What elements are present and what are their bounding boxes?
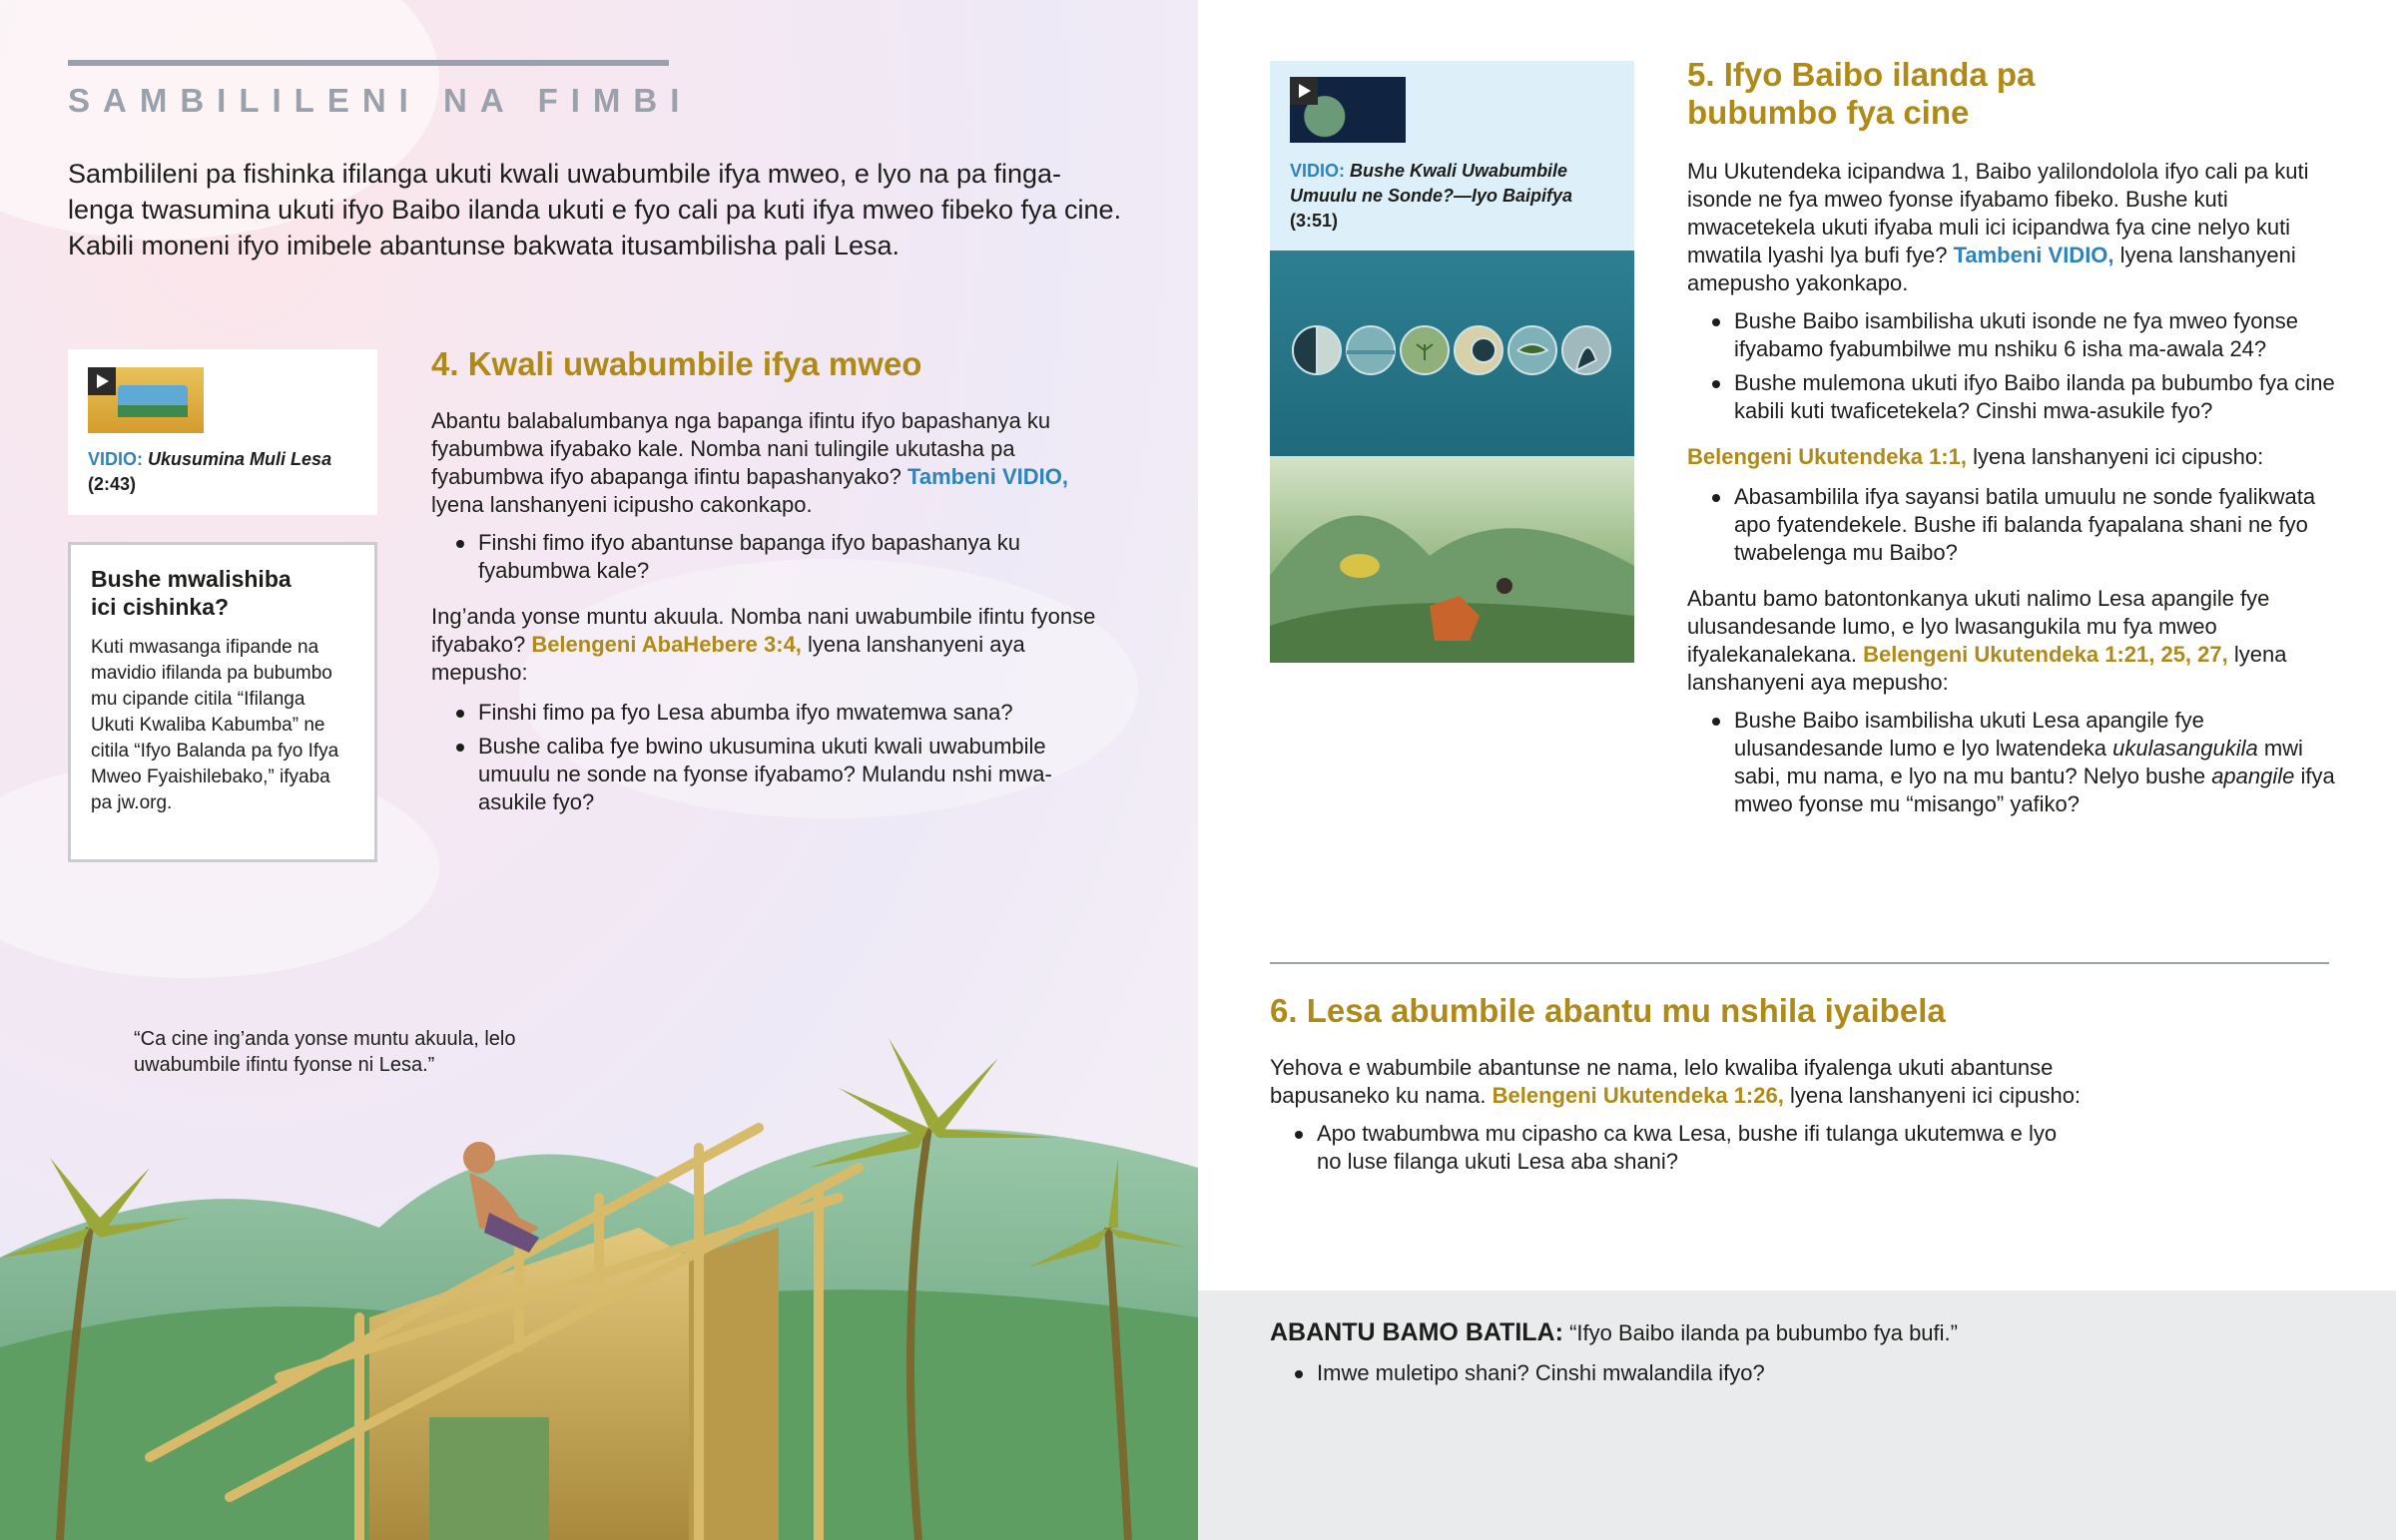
watch-video-link[interactable]: Tambeni VIDIO, — [1953, 243, 2114, 267]
objection-label: ABANTU BAMO BATILA: — [1270, 1318, 1563, 1346]
para-text: Abantu balabalumbanya nga bapanga ifintu ifyo bapashanya ku fyabumbwa ifyabako kale. Nomba nani tulingile ukutasha pa fyabumbwa ifyo abapanga ifintu bapashanyako? — [431, 408, 1051, 489]
section-6-heading: 6. Lesa abumbile abantu mu nshila iyaibela — [1270, 992, 1946, 1029]
creation-days-icons — [1270, 251, 1634, 456]
scripture-reading — [1687, 443, 2346, 471]
question-list — [1270, 1120, 2069, 1176]
kicker-rule — [68, 60, 669, 66]
para-text: lyena lanshanyeni ici cipusho: — [1789, 1083, 2082, 1108]
question-item — [1687, 707, 2346, 818]
question-item: Finshi fimo ifyo abantunse bapanga ifyo bapashanya ku fyabumbwa kale? — [431, 529, 1110, 585]
question-text: ifya mweo fyonse mu “misango” yafiko? — [1734, 764, 2335, 816]
video-caption — [1290, 159, 1609, 234]
scripture-link[interactable]: Belengeni Ukutendeka 1:21, 25, 27, — [1863, 642, 2228, 667]
landscape-art — [1270, 456, 1634, 663]
question-list — [431, 529, 1110, 585]
scripture-link[interactable]: Belengeni Ukutendeka 1:1, — [1687, 444, 1967, 469]
right-page — [1198, 0, 2396, 1540]
fact-box-text: Kuti mwasanga ifipande na mavidio ifilanda pa bubumbo mu cipande citila “Ifilanga Ukuti Kwaliba Kabumba” ne citila “Ifyo Balanda pa fyo Ifya Mweo Fyaishilebako,” ifyaba pa jw.org. — [91, 637, 339, 813]
para-text: Ing’anda yonse muntu akuula. Nomba nani uwabumbile ifintu fyonse ifyabako? — [431, 604, 1096, 657]
play-icon[interactable] — [1290, 77, 1318, 105]
question-list — [1270, 1359, 2268, 1387]
section-5-body — [1687, 158, 2346, 824]
question-emphasis: apangile — [2211, 764, 2295, 788]
section-4-heading: 4. Kwali uwabumbile ifya mweo — [431, 345, 922, 382]
man-building-bamboo-house-illustration — [0, 898, 1198, 1540]
para-text: lyena lanshanyeni ici cipusho: — [1973, 444, 2264, 469]
video-title[interactable]: Bushe Kwali Uwabumbile Umuulu ne Sonde?—Iyo Baipifya — [1290, 161, 1573, 206]
question-list — [1687, 307, 2346, 425]
fact-box — [68, 542, 377, 862]
question-text: Bushe Baibo isambilisha ukuti Lesa apangile fye ulusandesande lumo e lyo lwatendeka — [1734, 708, 2204, 761]
fox-landscape-illustration — [1270, 456, 1634, 663]
video-thumbnail[interactable] — [88, 367, 204, 433]
fact-box-title: Bushe mwalishiba ici cishinka? — [91, 566, 292, 620]
section-4-para-2 — [431, 603, 1110, 687]
video-duration: (2:43) — [88, 474, 137, 494]
question-item: Finshi fimo pa fyo Lesa abumba ifyo mwatemwa sana? — [431, 699, 1110, 727]
video-duration: (3:51) — [1290, 211, 1339, 231]
question-item: Bushe Baibo isambilisha ukuti isonde ne fya mweo fyonse ifyabamo fyabumbilwe mu nshiku 6 isha ma-awala 24? — [1687, 307, 2346, 363]
section-5-heading: 5. Ifyo Baibo ilanda pa bubumbo fya cine — [1687, 56, 2036, 131]
video-label: VIDIO: — [88, 449, 144, 469]
video-card-right[interactable] — [1270, 61, 1634, 251]
thumbnail-art — [118, 405, 188, 417]
objection-box — [1198, 1290, 2396, 1540]
section-5-para-2 — [1687, 585, 2346, 697]
video-card[interactable] — [68, 349, 377, 515]
question-item: Apo twabumbwa mu cipasho ca kwa Lesa, bushe ifi tulanga ukutemwa e lyo no luse filanga ukuti Lesa aba shani? — [1270, 1120, 2069, 1176]
objection-line — [1270, 1318, 2268, 1347]
section-4-para-1 — [431, 407, 1110, 519]
question-list — [431, 699, 1110, 816]
creation-days-graphic — [1270, 251, 1634, 456]
section-6-body — [1270, 1054, 2148, 1182]
section-5-para-1 — [1687, 158, 2346, 297]
para-text: Abantu bamo batontonkanya ukuti nalimo Lesa apangile fye ulusandesande lumo, e lyo lwasangukila mu fya mweo ifyalekanalekana. — [1687, 586, 2270, 667]
question-item: Bushe caliba fye bwino ukusumina ukuti kwali uwabumbile umuulu ne sonde na fyonse ifyabamo? Mulandu nshi mwa-asukile fyo? — [431, 733, 1110, 816]
question-list — [1687, 483, 2346, 567]
scripture-link[interactable]: Belengeni AbaHebere 3:4, — [531, 632, 802, 657]
para-text: lyena lanshanyeni aya mepusho: — [1687, 642, 2287, 695]
kicker: SAMBILILENI NA FIMBI — [68, 82, 693, 119]
section-6-para — [1270, 1054, 2148, 1110]
para-text: Mu Ukutendeka icipandwa 1, Baibo yalilondolola ifyo cali pa kuti isonde ne fya mweo fyonse ifyabamo fibeko. Bushe kuti mwacetekela ukuti ifyaba muli ici icipandwa fya cine nelyo kuti mwatila lyashi lya bufi fye? — [1687, 159, 2309, 267]
para-text: lyena lanshanyeni icipusho cakonkapo. — [431, 492, 813, 517]
video-title[interactable]: Ukusumina Muli Lesa — [148, 449, 332, 469]
video-caption — [88, 447, 367, 497]
video-label: VIDIO: — [1290, 161, 1346, 181]
objection-content — [1270, 1318, 2268, 1393]
illustration-caption: “Ca cine ing’anda yonse muntu akuula, lelo uwabumbile ifintu fyonse ni Lesa.” — [134, 1028, 516, 1076]
question-item: Imwe muletipo shani? Cinshi mwalandila ifyo? — [1270, 1359, 2268, 1387]
play-icon[interactable] — [88, 367, 116, 395]
question-emphasis: ukulasangukila — [2112, 736, 2258, 761]
intro-text: Sambilileni pa fishinka ifilanga ukuti kwali uwabumbile ifya mweo, e lyo na pa finga-lenga twasumina ukuti ifyo Baibo ilanda ukuti e fyo cali pa kuti ifya mweo fibeko fya cine. Kabili moneni ifyo imibele abantunse bakwata itusambilisha pali Lesa. — [68, 159, 1122, 260]
question-text: mwi sabi, mu nama, e lyo na mu bantu? Nelyo bushe — [1734, 736, 2303, 788]
section-4-body — [431, 407, 1110, 822]
para-text: lyena lanshanyeni aya mepusho: — [431, 632, 1025, 685]
para-text: lyena lanshanyeni amepusho yakonkapo. — [1687, 243, 2296, 295]
question-item: Bushe mulemona ukuti ifyo Baibo ilanda pa bubumbo fya cine kabili kuti twaficetekela? Cinshi mwa-asukile fyo? — [1687, 369, 2346, 425]
video-thumbnail[interactable] — [1290, 77, 1406, 143]
question-list — [1687, 707, 2346, 818]
scripture-link[interactable]: Belengeni Ukutendeka 1:26, — [1492, 1083, 1784, 1108]
objection-quote: “Ifyo Baibo ilanda pa bubumbo fya bufi.” — [1569, 1320, 1958, 1345]
question-item: Abasambilila ifya sayansi batila umuulu ne sonde fyalikwata apo fyatendekele. Bushe ifi balanda fyapalana shani ne fyo twabelenga mu Baibo? — [1687, 483, 2346, 567]
watch-video-link[interactable]: Tambeni VIDIO, — [907, 464, 1068, 489]
section-divider — [1270, 962, 2329, 964]
para-text: Yehova e wabumbile abantunse ne nama, lelo kwaliba ifyalenga ukuti abantunse bapusaneko ku nama. — [1270, 1055, 2054, 1108]
